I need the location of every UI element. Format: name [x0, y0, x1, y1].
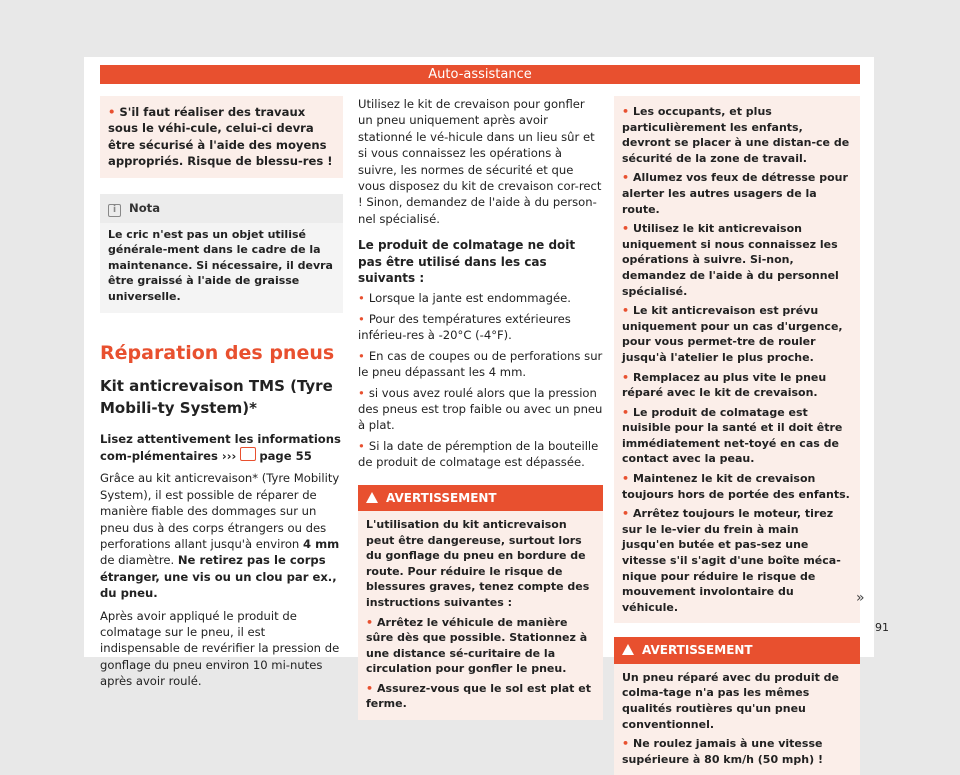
warning-triangle-icon	[366, 492, 378, 503]
nota-body: Le cric n'est pas un objet utilisé générale-ment dans le cadre de la maintenance. Si nécessaire, il devra être graissé à l'aide de graisse universelle.	[100, 223, 343, 313]
chapter-header: Auto-assistance	[100, 65, 860, 84]
page-number: 91	[875, 621, 889, 634]
warning-body: L'utilisation du kit anticrevaison peut être dangereuse, surtout lors du gonflage du pneu en bordure de route. Pour réduire le risque de blessures graves, tenez compte des instructions suivantes : • Arrêtez le véhicule de manière sûre dès que possible. Stationnez à une distance sé-curitaire de la circulation pour gonfler le pneu. • Assurez-vous que le sol est plat et ferme.	[358, 511, 603, 720]
warning-item: • Ne roulez jamais à une vitesse supérieure à 80 km/h (50 mph) !	[622, 736, 852, 767]
list-heading: Le produit de colmatage ne doit pas être utilisé dans les cas suivants :	[358, 238, 576, 286]
paragraph: Utilisez le kit de crevaison pour gonfler un pneu uniquement après avoir stationné le vé-hicule dans un lieu sûr et si vous connaissez les opérations à suivre, les normes de sécurité et que vous disposez du kit de crevaison cor-rect ! Sinon, demandez de l'aide à du person-nel spécialisé.	[358, 97, 602, 226]
section-title: Réparation des pneus	[100, 341, 335, 364]
nota-title: Nota	[129, 200, 161, 215]
warning-item: • Assurez-vous que le sol est plat et ferme.	[366, 681, 595, 712]
page-link[interactable]: page 55	[259, 449, 312, 463]
warning-box	[358, 485, 603, 721]
paragraph: Après avoir appliqué le produit de colmatage sur le pneu, il est indispensable de revérifier la pression de gonflage du pneu environ 10 mi-nutes après avoir roulé.	[100, 608, 340, 689]
column-1	[100, 96, 343, 690]
list-item: • Lorsque la jante est endommagée.	[358, 290, 603, 306]
warning-item: • S'il faut réaliser des travaux sous le véhi-cule, celui-ci devra être sécurisé à l'aide des moyens appropriés. Risque de blessu-res !	[108, 104, 335, 170]
warning-item: • Le produit de colmatage est nuisible pour la santé et il doit être immédiatement net-toyé en cas de contact avec la peau.	[622, 405, 852, 467]
paragraph: Grâce au kit anticrevaison* (Tyre Mobility System), il est possible de réparer de manière fiable des dommages sur un pneu dus à des corps étrangers ou des perforations allant jusqu'à environ 4 mm de diamètre. Ne retirez pas le corps étranger, une vis ou un clou par ex., du pneu.	[100, 471, 340, 601]
warning-item: • Arrêtez le véhicule de manière sûre dès que possible. Stationnez à une distance sé-curitaire de la circulation pour gonfler le pneu.	[366, 615, 595, 677]
subsection-title: Kit anticrevaison TMS (Tyre Mobili-ty System)*	[100, 376, 333, 417]
warning-item: • Les occupants, et plus particulièrement les enfants, devront se placer à une distan-ce de sécurité de la zone de travail.	[622, 104, 852, 166]
list-item: • En cas de coupes ou de perforations sur le pneu dépassant les 4 mm.	[358, 348, 603, 381]
warning-continued-box	[614, 96, 860, 623]
continued-marker: »	[856, 590, 865, 606]
warning-item: • Allumez vos feux de détresse pour alerter les autres usagers de la route.	[622, 170, 852, 217]
column-3	[614, 96, 860, 775]
list-item: • Si la date de péremption de la bouteille de produit de colmatage est dépassée.	[358, 438, 603, 471]
warning-item: • Utilisez le kit anticrevaison uniquement si nous connaissez les opérations à suivre. Si-non, demandez de l'aide à du personnel spécialisé.	[622, 221, 852, 299]
warning-item: • Remplacez au plus vite le pneu réparé avec le kit de crevaison.	[622, 370, 852, 401]
warning-item: • Arrêtez toujours le moteur, tirez sur le le-vier du frein à main jusqu'en butée et pas-sez une vitesse s'il s'agit d'une boîte méca-nique pour réduire le risque de mouvement involontaire du véhicule.	[622, 506, 852, 615]
warning-header: AVERTISSEMENT	[614, 637, 860, 663]
column-2	[358, 96, 603, 720]
warning-header: AVERTISSEMENT	[358, 485, 603, 511]
list-item: • si vous avez roulé alors que la pression des pneus est trop faible ou avec un pneu à plat.	[358, 385, 603, 434]
warning-body: Un pneu réparé avec du produit de colma-tage n'a pas les mêmes qualités routières qu'un pneu conventionnel. • Ne roulez jamais à une vitesse supérieure à 80 km/h (50 mph) !	[614, 664, 860, 775]
nota-header	[100, 194, 343, 223]
warning-item: • Le kit anticrevaison est prévu uniquement pour un cas d'urgence, pour vous permet-tre de rouler jusqu'à l'atelier le plus proche.	[622, 303, 852, 365]
list-item: • Pour des températures extérieures inférieu-res à -20°C (-4°F).	[358, 311, 603, 344]
nota-box	[100, 194, 343, 313]
warning-box	[614, 637, 860, 775]
read-reference: Lisez attentivement les informations com-plémentaires ››› page 55	[100, 431, 341, 463]
info-icon: i	[108, 204, 121, 217]
warning-continued-box	[100, 96, 343, 178]
warning-item: • Maintenez le kit de crevaison toujours hors de portée des enfants.	[622, 471, 852, 502]
warning-triangle-icon	[622, 644, 634, 655]
book-icon	[240, 447, 256, 461]
